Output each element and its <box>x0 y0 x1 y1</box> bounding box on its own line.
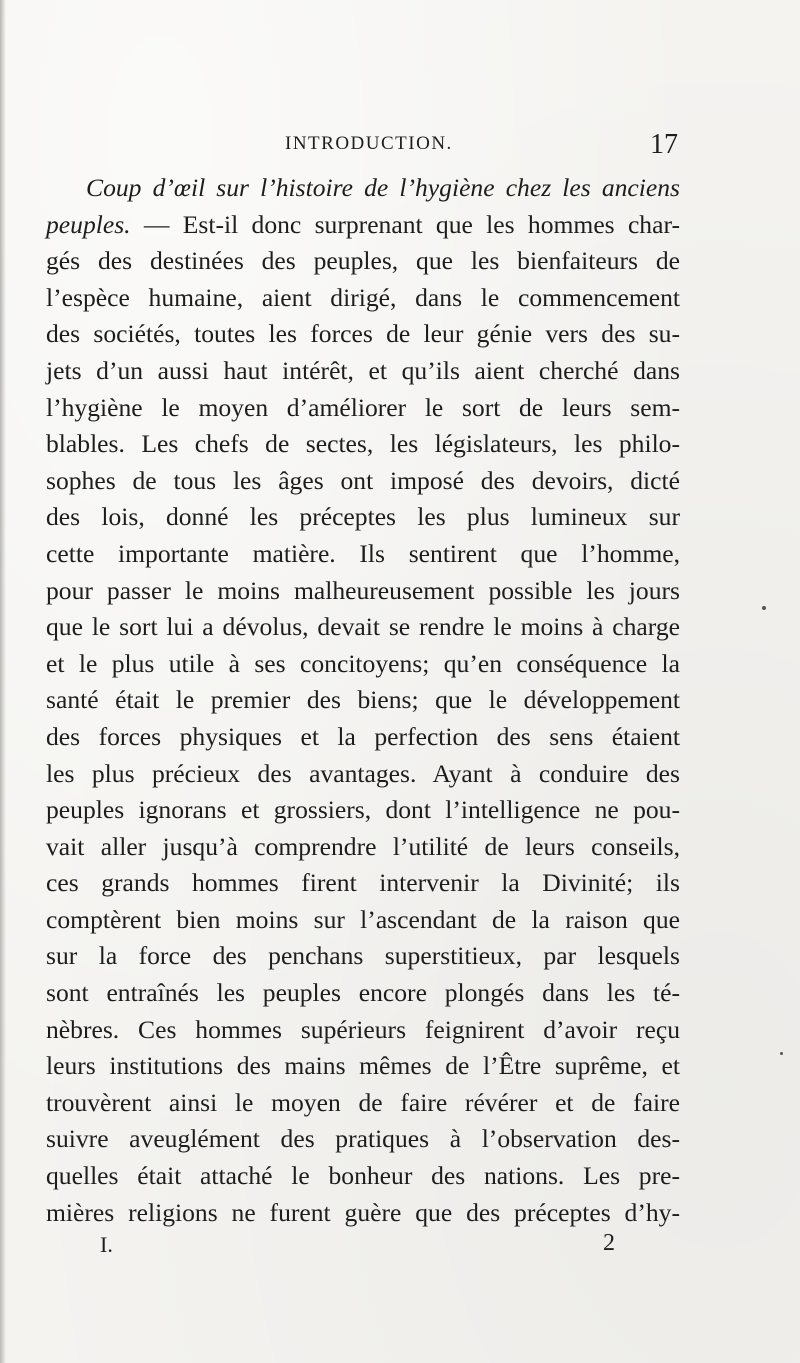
body-paragraph <box>46 170 680 1231</box>
running-head: INTRODUCTION. <box>285 133 453 154</box>
ink-speck <box>762 606 766 610</box>
text-line-10: des lois, donné les préceptes les plus lumineux sur <box>46 502 680 532</box>
text-line-13: que le sort lui a dévolus, devait se rendre le moins à charge <box>46 612 680 642</box>
ink-speck <box>780 1052 783 1055</box>
text-line-19: vait aller jusqu’à comprendre l’utilité de leurs conseils, <box>46 831 680 861</box>
text-line-2 <box>46 207 680 244</box>
text-line-21: comptèrent bien moins sur l’ascendant de la raison que <box>46 904 680 934</box>
text-line-4: l’espèce humaine, aient dirigé, dans le commencement <box>46 282 680 312</box>
page-header <box>0 127 800 167</box>
text-line-15: santé était le premier des biens; que le développement <box>46 685 680 715</box>
text-line-16: des forces physiques et la perfection des sens étaient <box>46 721 680 751</box>
text-line-6: jets d’un aussi haut intérêt, et qu’ils aient cherché dans <box>46 355 680 385</box>
text-line-3: gés des destinées des peuples, que les bienfaiteurs de <box>46 246 680 276</box>
text-line-24: nèbres. Ces hommes supérieurs feignirent d’avoir reçu <box>46 1014 680 1044</box>
text-line-9: sophes de tous les âges ont imposé des devoirs, dicté <box>46 465 680 495</box>
text-line-20: ces grands hommes firent intervenir la Divinité; ils <box>46 868 680 898</box>
text-line-25: leurs institutions des mains mêmes de l’Être suprême, et <box>46 1051 680 1081</box>
page-footer <box>0 1232 800 1262</box>
text-line-28: quelles était attaché le bonheur des nations. Les pre- <box>46 1161 680 1191</box>
text-line-14: et le plus utile à ses concitoyens; qu’en conséquence la <box>46 648 680 678</box>
line-2-rest: — Est-il donc surprenant que les hommes char- <box>130 209 680 239</box>
page-edge-shadow <box>0 0 6 1363</box>
signature-mark: I. <box>100 1232 113 1257</box>
text-line-22: sur la force des penchans superstitieux, par lesquels <box>46 941 680 971</box>
heading-italic-tail: peuples. <box>46 209 131 239</box>
text-line-7: l’hygiène le moyen d’améliorer le sort de leurs sem- <box>46 392 680 422</box>
text-line-5: des sociétés, toutes les forces de leur génie vers des su- <box>46 319 680 349</box>
sheet-number: 2 <box>603 1230 615 1256</box>
text-line-17: les plus précieux des avantages. Ayant à conduire des <box>46 758 680 788</box>
text-line-8: blables. Les chefs de sectes, les législateurs, les philo- <box>46 429 680 459</box>
text-line-1: Coup d’œil sur l’histoire de l’hygiène chez les anciens <box>86 173 680 202</box>
text-line-23: sont entraînés les peuples encore plongés dans les té- <box>46 978 680 1008</box>
text-line-26: trouvèrent ainsi le moyen de faire révérer et de faire <box>46 1087 680 1117</box>
text-line-18: peuples ignorans et grossiers, dont l’intelligence ne pou- <box>46 795 680 825</box>
text-line-12: pour passer le moins malheureusement possible les jours <box>46 575 680 605</box>
text-line-27: suivre aveuglément des pratiques à l’observation des- <box>46 1124 680 1154</box>
page-number: 17 <box>650 129 678 160</box>
text-line-11: cette importante matière. Ils sentirent que l’homme, <box>46 538 680 568</box>
text-line-29: mières religions ne furent guère que des préceptes d’hy- <box>46 1197 680 1227</box>
